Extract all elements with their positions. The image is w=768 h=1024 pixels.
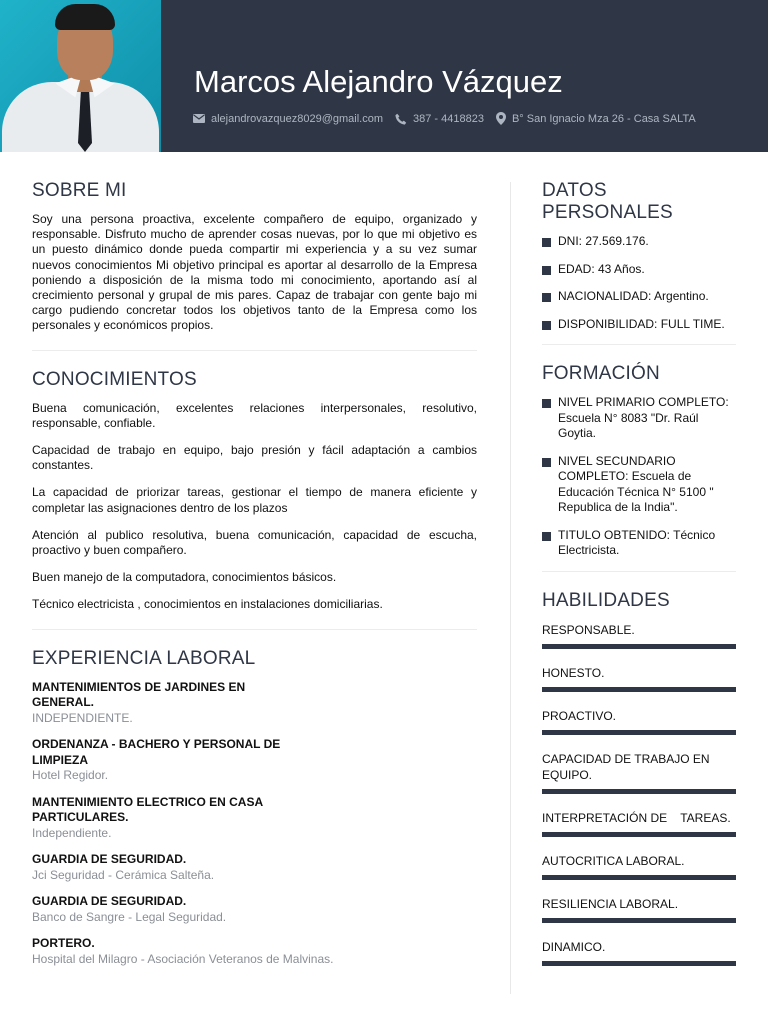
skill-item bbox=[542, 665, 736, 692]
skill-label: DINAMICO. bbox=[542, 939, 606, 954]
formacion-list bbox=[542, 395, 736, 559]
list-item: NIVEL SECUNDARIO COMPLETO: Escuela de Educación Técnica N° 5100 " Republica de la India". bbox=[542, 454, 736, 516]
job-title: MANTENIMIENTO ELECTRICO EN CASA PARTICULARES. bbox=[32, 794, 263, 825]
section-title-sobre-mi: SOBRE MI bbox=[32, 180, 127, 201]
job-organization: Hotel Regidor. bbox=[32, 768, 109, 783]
section-title-conocimientos: CONOCIMIENTOS bbox=[32, 368, 197, 390]
list-item: TITULO OBTENIDO: Técnico Electricista. bbox=[542, 528, 736, 559]
job-title: MANTENIMIENTOS DE JARDINES EN GENERAL. bbox=[32, 679, 246, 710]
skill-bar bbox=[542, 789, 736, 794]
location-pin-icon bbox=[496, 112, 506, 125]
skill-item bbox=[542, 939, 736, 966]
section-divider bbox=[32, 629, 477, 630]
section-divider bbox=[32, 350, 477, 351]
candidate-name: Marcos Alejandro Vázquez bbox=[194, 64, 563, 99]
skill-label: HONESTO. bbox=[542, 665, 605, 680]
job-organization: Jci Seguridad - Cerámica Salteña. bbox=[32, 867, 215, 882]
skill-bar bbox=[542, 832, 736, 837]
envelope-icon bbox=[193, 114, 205, 123]
section-divider bbox=[542, 571, 736, 572]
skills-list bbox=[542, 622, 736, 966]
contact-info bbox=[193, 112, 708, 125]
column-divider bbox=[510, 182, 511, 994]
skill-bar bbox=[542, 730, 736, 735]
skill-label: INTERPRETACIÓN DE TAREAS. bbox=[542, 810, 731, 825]
list-item: DISPONIBILIDAD: FULL TIME. bbox=[542, 317, 736, 333]
skill-item bbox=[542, 708, 736, 735]
skill-label: CAPACIDAD DE TRABAJO EN EQUIPO. bbox=[542, 751, 710, 782]
job-organization: Independiente. bbox=[32, 825, 112, 840]
left-column bbox=[32, 180, 477, 978]
skill-label: PROACTIVO. bbox=[542, 708, 617, 723]
skill-bar bbox=[542, 644, 736, 649]
job-entry bbox=[32, 795, 477, 842]
contact-email[interactable] bbox=[193, 113, 383, 125]
skill-item bbox=[542, 896, 736, 923]
conocimiento-item: La capacidad de priorizar tareas, gestionar el tiempo de manera eficiente y completar las asignaciones dentro de los plazos bbox=[32, 485, 477, 515]
phone-text: 387 - 4418823 bbox=[413, 112, 484, 125]
job-entry bbox=[32, 737, 477, 784]
skill-bar bbox=[542, 875, 736, 880]
job-entry bbox=[32, 936, 477, 967]
list-item: NACIONALIDAD: Argentino. bbox=[542, 289, 736, 305]
list-item: NIVEL PRIMARIO COMPLETO: Escuela N° 8083 "Dr. Raúl Goytia. bbox=[542, 395, 736, 442]
job-entry bbox=[32, 894, 477, 925]
contact-address bbox=[496, 112, 696, 125]
job-organization: Hospital del Milagro - Asociación Veteranos de Malvinas. bbox=[32, 951, 334, 966]
sobre-mi-text: Soy una persona proactiva, excelente compañero de equipo, organizado y responsable. Disfruto mucho de aprender cosas nuevas, por lo que mi objetivo es un puesto dinámico donde pueda compartir mi experiencia y a su vez sumar nuevos conocimientos Mi objetivo principal es aportar al desarrollo de la Empresa poniendo a disposición de la misma todo mi conocimiento, aportando así al crecimiento personal y grupal de mis pares. Capaz de trabajar con gente bajo mi cargo pudiendo concretar todos los objetivos tanto de la Empresa como los personales y económicos propios. bbox=[32, 212, 477, 333]
skill-item bbox=[542, 622, 736, 649]
email-text: alejandrovazquez8029@gmail.com bbox=[211, 112, 383, 125]
section-title-datos-personales: DATOS PERSONALES bbox=[542, 180, 673, 223]
skill-label: RESILIENCIA LABORAL. bbox=[542, 896, 679, 911]
skill-bar bbox=[542, 961, 736, 966]
job-title: GUARDIA DE SEGURIDAD. bbox=[32, 852, 187, 867]
skill-bar bbox=[542, 687, 736, 692]
profile-photo bbox=[0, 0, 161, 152]
list-item: EDAD: 43 Años. bbox=[542, 262, 736, 278]
job-title: PORTERO. bbox=[32, 936, 95, 951]
job-entry bbox=[32, 852, 477, 883]
section-divider bbox=[542, 344, 736, 345]
job-title: ORDENANZA - BACHERO Y PERSONAL DE LIMPIEZA bbox=[32, 737, 281, 767]
section-title-formacion: FORMACIÓN bbox=[542, 363, 660, 384]
section-title-experiencia: EXPERIENCIA LABORAL bbox=[32, 647, 256, 669]
section-title-habilidades: HABILIDADES bbox=[542, 589, 670, 611]
skill-bar bbox=[542, 918, 736, 923]
contact-phone[interactable] bbox=[395, 113, 484, 125]
datos-list bbox=[542, 234, 736, 332]
address-text: B° San Ignacio Mza 26 - Casa SALTA bbox=[511, 112, 696, 125]
header-banner bbox=[0, 0, 768, 152]
job-organization: Banco de Sangre - Legal Seguridad. bbox=[32, 909, 227, 924]
job-organization: INDEPENDIENTE. bbox=[32, 710, 133, 725]
skill-item bbox=[542, 810, 736, 837]
skill-item bbox=[542, 853, 736, 880]
conocimiento-item: Buen manejo de la computadora, conocimientos básicos. bbox=[32, 570, 337, 585]
right-column bbox=[542, 180, 736, 982]
job-title: GUARDIA DE SEGURIDAD. bbox=[32, 894, 187, 909]
skill-item bbox=[542, 751, 736, 794]
conocimiento-item: Atención al publico resolutiva, buena comunicación, capacidad de escucha, proactivo y buen compañero. bbox=[32, 527, 477, 558]
conocimiento-item: Buena comunicación, excelentes relaciones interpersonales, resolutivo, responsable, confiable. bbox=[32, 400, 477, 430]
skill-label: AUTOCRITICA LABORAL. bbox=[542, 853, 685, 868]
conocimiento-item: Técnico electricista , conocimientos en instalaciones domiciliarias. bbox=[32, 597, 383, 612]
list-item: DNI: 27.569.176. bbox=[542, 234, 736, 250]
phone-icon bbox=[395, 113, 407, 125]
conocimiento-item: Capacidad de trabajo en equipo, bajo presión y fácil adaptación a cambios constantes. bbox=[32, 443, 477, 473]
job-entry bbox=[32, 680, 477, 727]
skill-label: RESPONSABLE. bbox=[542, 622, 635, 637]
